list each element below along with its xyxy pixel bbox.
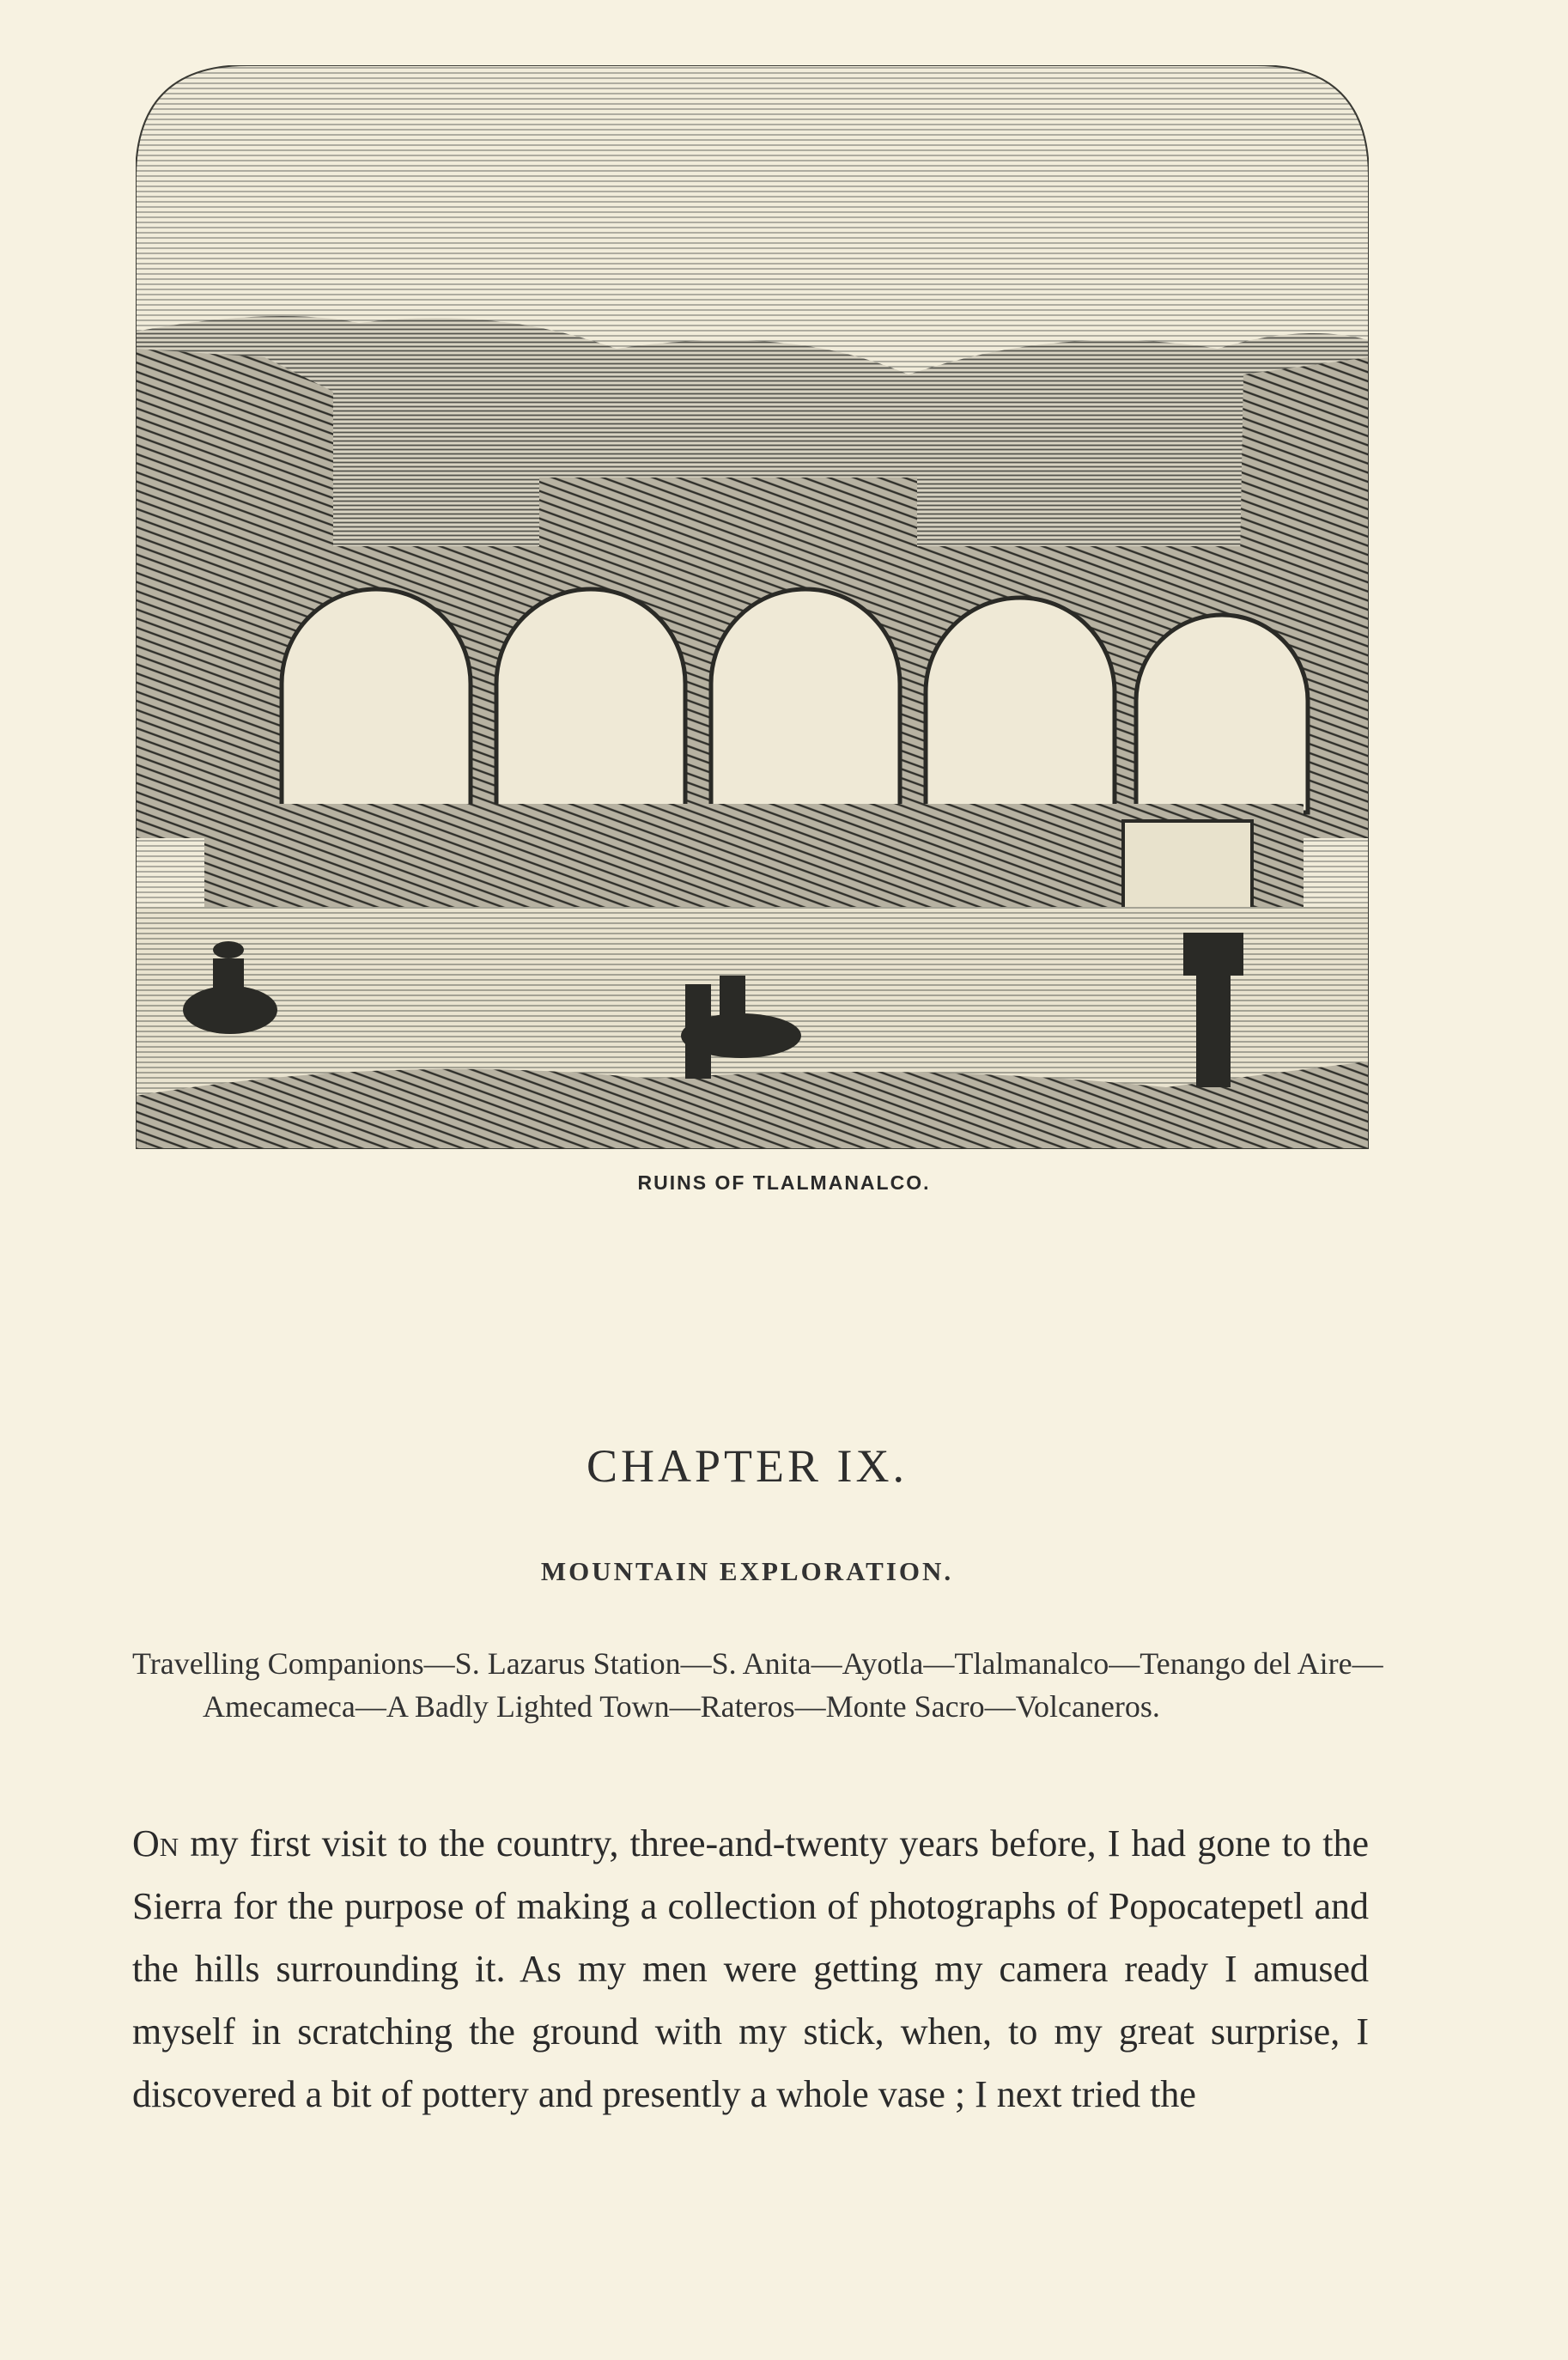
chapter-subtitle: MOUNTAIN EXPLORATION. — [540, 1556, 954, 1586]
body-paragraph — [132, 1812, 1369, 2126]
figure-caption: RUINS OF TLALMANALCO. — [637, 1171, 931, 1194]
engraving-artwork — [136, 65, 1369, 1149]
engraving-ruins-of-tlalmanalco — [136, 65, 1369, 1149]
body-paragraph-text: my first visit to the country, three-and-twenty years before, I had gone to the Sierra for the purpose of making a collection of photographs of Popocatepetl and the hills surrounding it. As my men were getting my camera ready I amused myself in scratching the ground with my stick, when, to my great surprise, I discovered a bit of pottery and presently a whole vase ; I next tried the — [132, 1822, 1369, 2115]
chapter-summary: Travelling Companions—S. Lazarus Station—S. Anita—Ayotla—Tlalmanalco—Tenango del Aire—Amecameca—A Badly Lighted Town—Rateros—Monte Sacro—Volcaneros. — [132, 1646, 1383, 1724]
opening-word: On — [132, 1822, 179, 1864]
chapter-title: CHAPTER IX. — [586, 1440, 908, 1492]
